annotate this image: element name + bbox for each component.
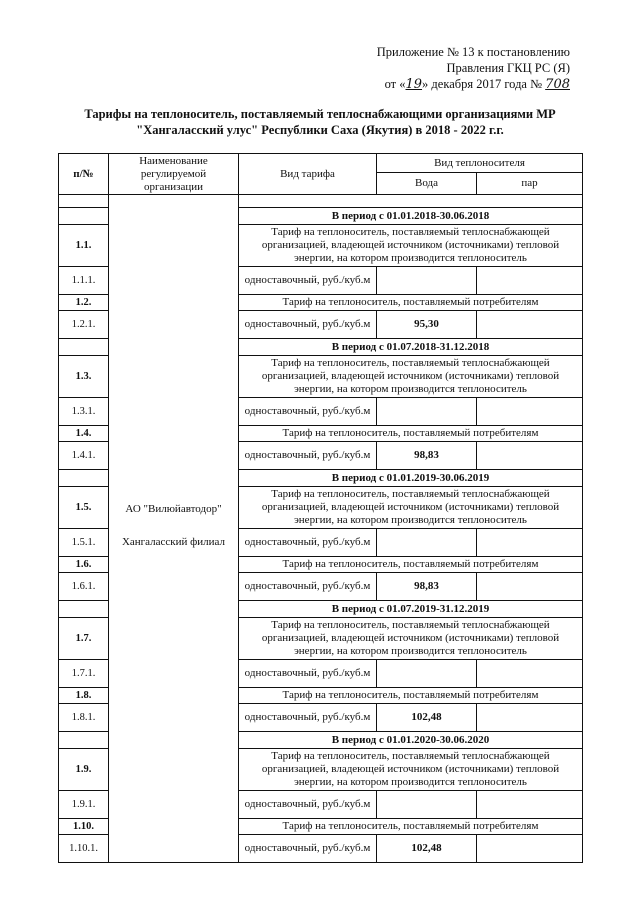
water-value-empty bbox=[377, 398, 477, 426]
tariff-source-label: Тариф на теплоноситель, поставляемый теплоснабжающей организацией, владеющей источником (источниками) тепловой энергии, на котором производится теплоноситель bbox=[239, 618, 583, 660]
steam-value-empty bbox=[477, 835, 583, 863]
row-number: 1.10. bbox=[59, 819, 109, 835]
steam-value-empty bbox=[477, 660, 583, 688]
row-number: 1.3.1. bbox=[59, 398, 109, 426]
title-line-1: Тарифы на теплоноситель, поставляемый теплоснабжающими организациями МР bbox=[84, 107, 556, 121]
water-value-empty bbox=[377, 660, 477, 688]
org-name: АО "Вилюйавтодор" bbox=[125, 502, 222, 515]
water-value: 102,48 bbox=[377, 835, 477, 863]
org-branch: Хангаласский филиал bbox=[121, 535, 226, 548]
steam-value-empty bbox=[477, 398, 583, 426]
header-water: Вода bbox=[377, 173, 477, 195]
tariff-consumers-label: Тариф на теплоноситель, поставляемый потребителям bbox=[239, 426, 583, 442]
tariff-consumers-label: Тариф на теплоноситель, поставляемый потребителям bbox=[239, 819, 583, 835]
row-number: 1.5. bbox=[59, 487, 109, 529]
water-value-empty bbox=[377, 529, 477, 557]
header-type: Вид тарифа bbox=[239, 154, 377, 195]
tariff-consumers-label: Тариф на теплоноситель, поставляемый потребителям bbox=[239, 557, 583, 573]
tariff-table bbox=[58, 153, 583, 863]
blank-span bbox=[239, 195, 583, 208]
water-value-empty bbox=[377, 791, 477, 819]
row-number: 1.3. bbox=[59, 356, 109, 398]
steam-value-empty bbox=[477, 704, 583, 732]
header-carrier: Вид теплоносителя bbox=[377, 154, 583, 173]
row-number: 1.2. bbox=[59, 295, 109, 311]
tariff-source-label: Тариф на теплоноситель, поставляемый теплоснабжающей организацией, владеющей источником (источниками) тепловой энергии, на котором производится теплоноситель bbox=[239, 749, 583, 791]
period-label: В период с 01.01.2020-30.06.2020 bbox=[239, 732, 583, 749]
water-value: 98,83 bbox=[377, 442, 477, 470]
rate-label: одноставочный, руб./куб.м bbox=[239, 704, 377, 732]
water-value: 102,48 bbox=[377, 704, 477, 732]
period-label: В период с 01.07.2019-31.12.2019 bbox=[239, 601, 583, 618]
title-line-2: "Хангаласский улус" Республики Саха (Якутия) в 2018 - 2022 г.г. bbox=[136, 123, 504, 137]
period-num-cell bbox=[59, 339, 109, 356]
row-number: 1.8. bbox=[59, 688, 109, 704]
water-value-empty bbox=[377, 267, 477, 295]
row-number: 1.4.1. bbox=[59, 442, 109, 470]
blank-cell bbox=[59, 195, 109, 208]
tariff-source-label: Тариф на теплоноситель, поставляемый теплоснабжающей организацией, владеющей источником (источниками) тепловой энергии, на котором производится теплоноситель bbox=[239, 487, 583, 529]
header-steam: пар bbox=[477, 173, 583, 195]
tariff-consumers-label: Тариф на теплоноситель, поставляемый потребителям bbox=[239, 688, 583, 704]
steam-value-empty bbox=[477, 573, 583, 601]
row-number: 1.2.1. bbox=[59, 311, 109, 339]
row-number: 1.9. bbox=[59, 749, 109, 791]
steam-value-empty bbox=[477, 267, 583, 295]
rate-label: одноставочный, руб./куб.м bbox=[239, 835, 377, 863]
steam-value-empty bbox=[477, 311, 583, 339]
water-value: 95,30 bbox=[377, 311, 477, 339]
row-number: 1.9.1. bbox=[59, 791, 109, 819]
period-num-cell bbox=[59, 470, 109, 487]
header-authority: Правления ГКЦ РС (Я) bbox=[446, 61, 570, 75]
rate-label: одноставочный, руб./куб.м bbox=[239, 791, 377, 819]
period-num-cell bbox=[59, 208, 109, 225]
header-org: Наименование регулируемой организации bbox=[109, 154, 239, 195]
rate-label: одноставочный, руб./куб.м bbox=[239, 267, 377, 295]
header-date-prefix: от « bbox=[384, 77, 406, 91]
row-number: 1.7.1. bbox=[59, 660, 109, 688]
header-date-mid: » декабря 2017 года № bbox=[422, 77, 543, 91]
tariff-source-label: Тариф на теплоноситель, поставляемый теплоснабжающей организацией, владеющей источником (источниками) тепловой энергии, на котором производится теплоноситель bbox=[239, 356, 583, 398]
steam-value-empty bbox=[477, 442, 583, 470]
document-title bbox=[58, 106, 582, 138]
period-label: В период с 01.01.2019-30.06.2019 bbox=[239, 470, 583, 487]
rate-label: одноставочный, руб./куб.м bbox=[239, 529, 377, 557]
tariff-source-label: Тариф на теплоноситель, поставляемый теплоснабжающей организацией, владеющей источником (источниками) тепловой энергии, на котором производится теплоноситель bbox=[239, 225, 583, 267]
row-number: 1.5.1. bbox=[59, 529, 109, 557]
header-num: п/№ bbox=[59, 154, 109, 195]
row-number: 1.7. bbox=[59, 618, 109, 660]
row-number: 1.6.1. bbox=[59, 573, 109, 601]
header-number: 708 bbox=[545, 77, 570, 92]
row-number: 1.10.1. bbox=[59, 835, 109, 863]
tariff-consumers-label: Тариф на теплоноситель, поставляемый потребителям bbox=[239, 295, 583, 311]
row-number: 1.1. bbox=[59, 225, 109, 267]
water-value: 98,83 bbox=[377, 573, 477, 601]
row-number: 1.6. bbox=[59, 557, 109, 573]
header-day: 19 bbox=[405, 77, 423, 92]
row-number: 1.1.1. bbox=[59, 267, 109, 295]
period-label: В период с 01.07.2018-31.12.2018 bbox=[239, 339, 583, 356]
row-number: 1.8.1. bbox=[59, 704, 109, 732]
header-appendix: Приложение № 13 к постановлению bbox=[376, 45, 570, 59]
rate-label: одноставочный, руб./куб.м bbox=[239, 398, 377, 426]
rate-label: одноставочный, руб./куб.м bbox=[239, 311, 377, 339]
period-num-cell bbox=[59, 601, 109, 618]
document-header bbox=[377, 44, 570, 93]
row-number: 1.4. bbox=[59, 426, 109, 442]
header-date-line bbox=[377, 76, 570, 93]
steam-value-empty bbox=[477, 529, 583, 557]
rate-label: одноставочный, руб./куб.м bbox=[239, 442, 377, 470]
steam-value-empty bbox=[477, 791, 583, 819]
rate-label: одноставочный, руб./куб.м bbox=[239, 573, 377, 601]
period-num-cell bbox=[59, 732, 109, 749]
org-cell bbox=[109, 195, 239, 863]
rate-label: одноставочный, руб./куб.м bbox=[239, 660, 377, 688]
period-label: В период с 01.01.2018-30.06.2018 bbox=[239, 208, 583, 225]
